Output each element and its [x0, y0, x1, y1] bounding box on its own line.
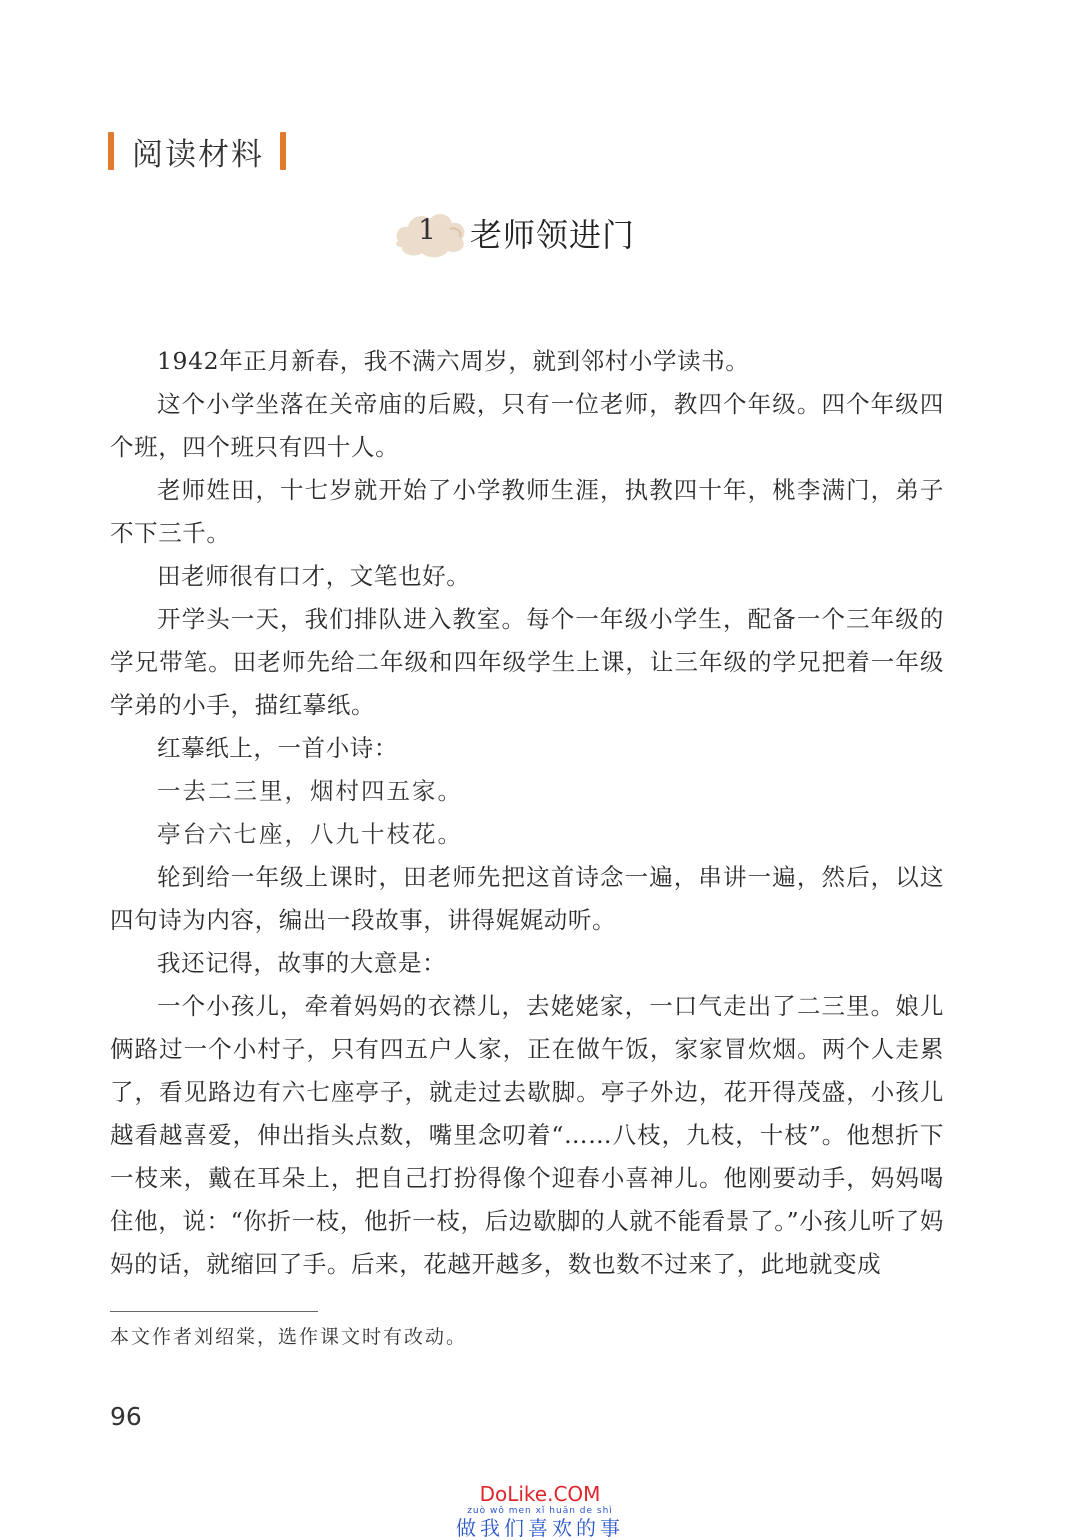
paragraph: 一个小孩儿，牵着妈妈的衣襟儿，去姥姥家，一口气走出了二三里。娘儿俩路过一个小村子，只有四五户人家，正在做午饭，家家冒炊烟。两个人走累了，看见路边有六七座亭子，就走过去歇脚。亭子外边，花开得茂盛，小孩儿越看越喜爱，伸出指头点数，嘴里念叨着“……八枝，九枝，十枝”。他想折下一枝来，戴在耳朵上，把自己打扮得像个迎春小喜神儿。他刚要动手，妈妈喝住他，说：“你折一枝，他折一枝，后边歇脚的人就不能看景了。”小孩儿听了妈妈的话，就缩回了手。后来，花越开越多，数也数不过来了，此地就变成: [110, 992, 944, 1278]
page-number: 96: [110, 1402, 142, 1431]
paragraph: 田老师很有口才，文笔也好。: [157, 562, 471, 590]
paragraph: 这个小学坐落在关帝庙的后殿，只有一位老师，教四个年级。四个年级四个班，四个班只有四十人。: [110, 390, 944, 461]
lesson-number: 1: [418, 213, 436, 246]
paragraph: 我还记得，故事的大意是：: [157, 949, 447, 977]
paragraph: 一去二三里，烟村四五家。: [157, 777, 463, 805]
lesson-name: 老师领进门: [470, 216, 636, 254]
paragraph: 红摹纸上，一首小诗：: [157, 734, 398, 762]
watermark-slogan: 做我们喜欢的事: [456, 1516, 624, 1540]
watermark: [440, 1482, 640, 1540]
article-body: [110, 340, 944, 1286]
paragraph: 开学头一天，我们排队进入教室。每个一年级小学生，配备一个三年级的学兄带笔。田老师先给二年级和四年级学生上课，让三年级的学兄把着一年级学弟的小手，描红摹纸。: [110, 605, 944, 719]
paragraph: 老师姓田，十七岁就开始了小学教师生涯，执教四十年，桃李满门，弟子不下三千。: [110, 476, 944, 547]
paragraph: 1942年正月新春，我不满六周岁，就到邻村小学读书。: [157, 347, 750, 375]
section-bar-right: [280, 132, 286, 170]
section-header: [108, 130, 286, 172]
paragraph: 亭台六七座，八九十枝花。: [157, 820, 463, 848]
section-title: 阅读材料: [132, 136, 264, 173]
footnote-divider: [110, 1311, 318, 1312]
watermark-pinyin: zuò wǒ men xǐ huān de shì: [467, 1506, 613, 1516]
lesson-title: [392, 205, 692, 265]
section-bar-left: [108, 132, 114, 170]
footnote: 本文作者刘绍棠，选作课文时有改动。: [110, 1326, 468, 1348]
watermark-brand: DoLike.COM: [479, 1482, 601, 1506]
paragraph: 轮到给一年级上课时，田老师先把这首诗念一遍，串讲一遍，然后，以这四句诗为内容，编出一段故事，讲得娓娓动听。: [110, 863, 944, 934]
